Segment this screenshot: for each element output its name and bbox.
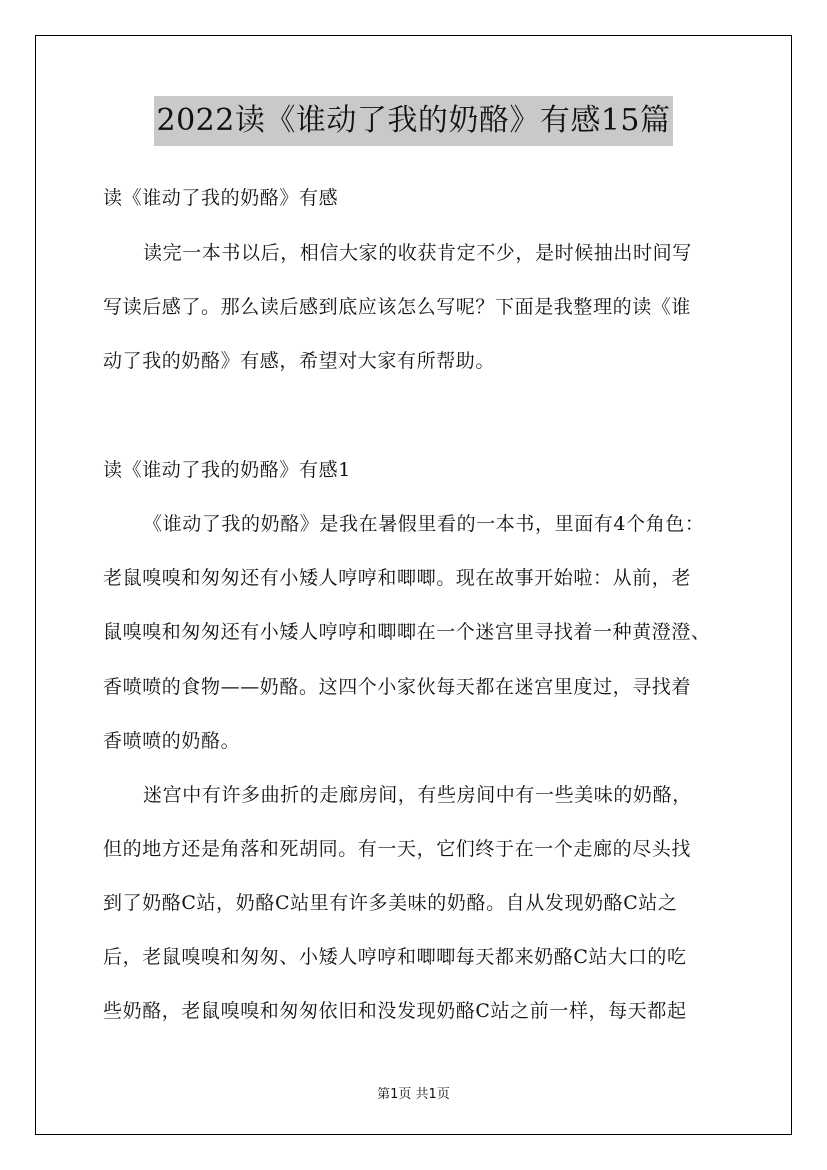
paragraph-line: 《谁动了我的奶酪》是我在暑假里看的一本书，里面有4个角色： [143,513,705,535]
document-title-wrapper [0,96,827,146]
paragraph-line: 但的地方还是角落和死胡同。有一天，它们终于在一个走廊的尽头找 [103,838,692,860]
section-heading: 读《谁动了我的奶酪》有感 [103,187,339,209]
document-title: 2022读《谁动了我的奶酪》有感15篇 [154,96,672,146]
paragraph-line: 香喷喷的食物——奶酪。这四个小家伙每天都在迷宫里度过，寻找着 [103,676,692,698]
paragraph-line: 动了我的奶酪》有感，希望对大家有所帮助。 [103,350,496,372]
paragraph-line: 老鼠嗅嗅和匆匆还有小矮人哼哼和唧唧。现在故事开始啦：从前，老 [103,567,692,589]
paragraph-line: 后，老鼠嗅嗅和匆匆、小矮人哼哼和唧唧每天都来奶酪C站大口的吃 [103,946,687,968]
paragraph-line: 香喷喷的奶酪。 [103,730,241,752]
page-footer: 第1页 共1页 [377,1087,450,1102]
paragraph-line: 些奶酪，老鼠嗅嗅和匆匆依旧和没发现奶酪C站之前一样，每天都起 [103,1000,687,1022]
paragraph-line: 鼠嗅嗅和匆匆还有小矮人哼哼和唧唧在一个迷宫里寻找着一种黄澄澄、 [103,621,711,643]
paragraph-line: 到了奶酪C站，奶酪C站里有许多美味的奶酪。自从发现奶酪C站之 [103,892,678,914]
paragraph-line: 写读后感了。那么读后感到底应该怎么写呢？下面是我整理的读《谁 [103,296,692,318]
paragraph-line: 迷宫中有许多曲折的走廊房间，有些房间中有一些美味的奶酪， [143,784,692,806]
section-heading: 读《谁动了我的奶酪》有感1 [103,459,351,481]
paragraph-line: 读完一本书以后，相信大家的收获肯定不少，是时候抽出时间写 [143,242,692,264]
